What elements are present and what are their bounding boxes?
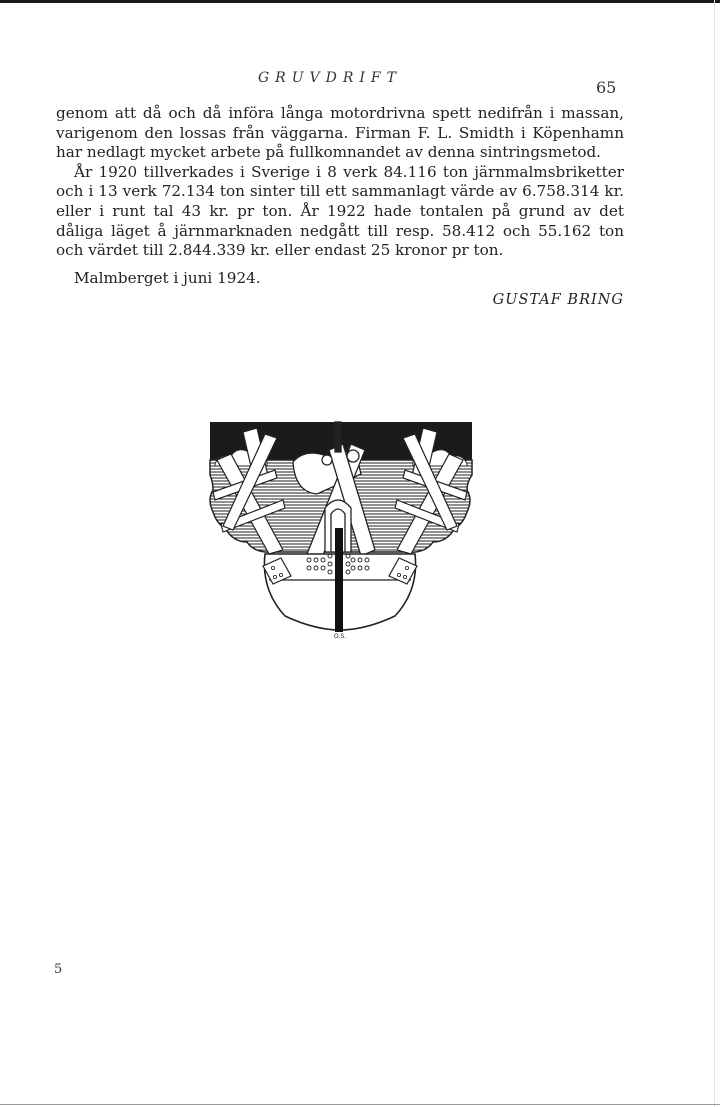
top-edge-rule	[0, 0, 720, 3]
printer-signature-mark: 5	[54, 962, 63, 977]
artist-monogram: O.S.	[334, 633, 347, 640]
page-right-edge	[714, 0, 715, 1107]
place-date-line: Malmberget i juni 1924.	[74, 268, 261, 287]
author-signature: GUSTAF BRING	[492, 292, 624, 309]
article-body	[56, 104, 624, 311]
running-head-title: GRUVDRIFT	[258, 70, 402, 86]
paragraph-statistics: År 1920 tillverkades i Sverige i 8 verk 84.116 ton järnmalmsbriketter och i 13 verk 72.134 ton sinter till ett sammanlagt värde av 6.758.314 kr. eller i runt tal 43 kr. pr ton. År 1922 hade tontalen på grund av det dåliga läget å järnmarknaden nedgått till resp. 58.412 och 55.162 ton och värdet till 2.844.339 kr. eller endast 25 kronor pr ton.	[56, 162, 624, 260]
bottom-edge-rule	[0, 1104, 720, 1105]
mining-vignette-illustration	[205, 420, 475, 640]
page-number: 65	[596, 78, 617, 97]
paragraph-continuation: genom att då och då införa långa motordrivna spett nedifrån i massan, varigenom den lossas från väggarna. Firman F. L. Smidth i Köpenhamn har nedlagt mycket arbete på fullkomnandet av denna sintringsmetod.	[56, 104, 624, 162]
